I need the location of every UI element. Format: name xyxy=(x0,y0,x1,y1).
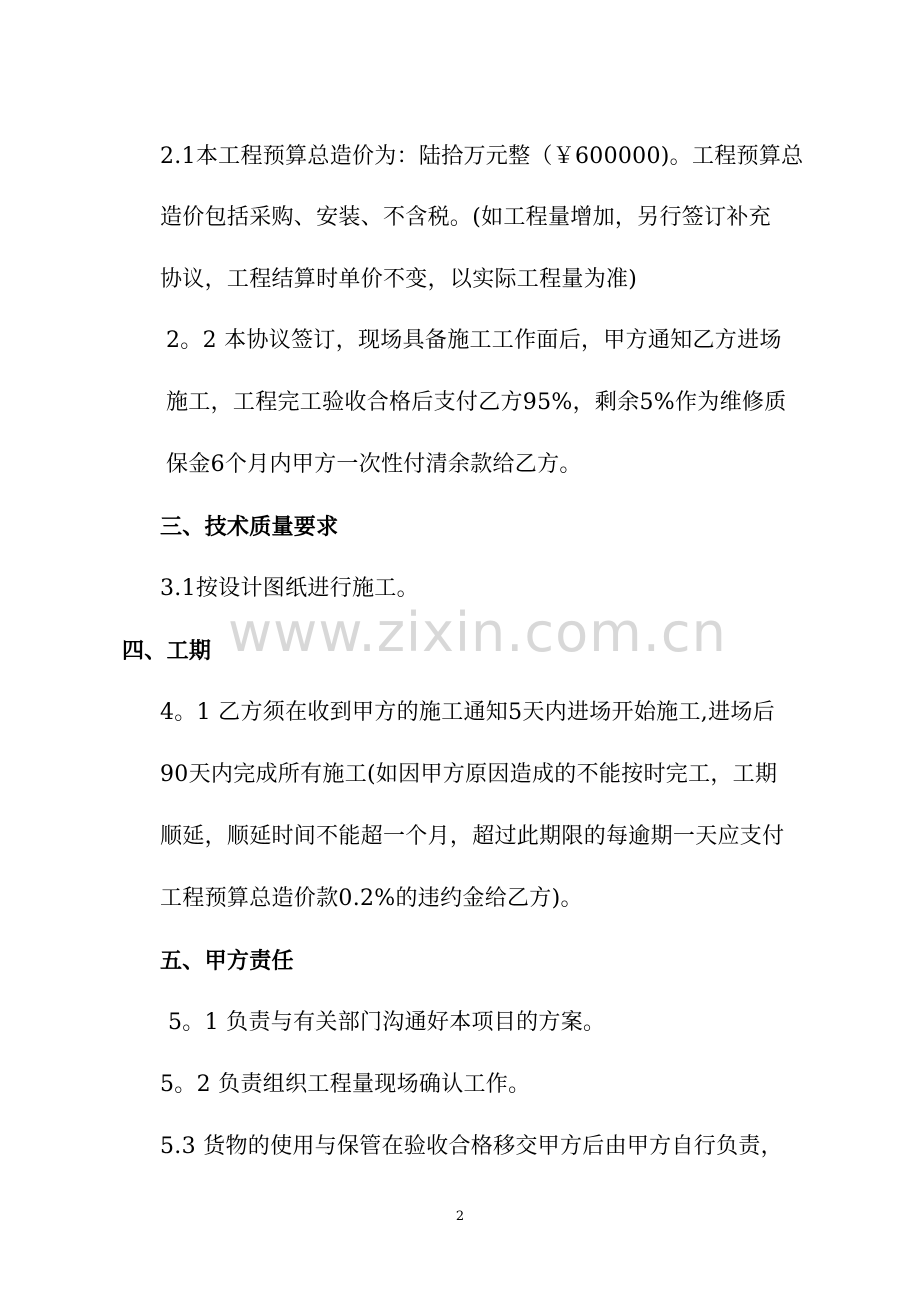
paragraph-4-1-line-4: 工程预算总造价款0.2%的违约金给乙方)。 xyxy=(160,886,583,911)
paragraph-5-3: 5.3 货物的使用与保管在验收合格移交甲方后由甲方自行负责， xyxy=(160,1134,783,1159)
paragraph-2-1-line-2: 造价包括采购、安装、不含税。(如工程量增加，另行签订补充 xyxy=(160,205,771,230)
paragraph-2-1-line-1: 2.1本工程预算总造价为：陆拾万元整（￥600000)。工程预算总 xyxy=(160,144,804,169)
paragraph-4-1-line-3: 顺延，顺延时间不能超一个月，超过此期限的每逾期一天应支付 xyxy=(160,824,785,849)
paragraph-5-2: 5。2 负责组织工程量现场确认工作。 xyxy=(160,1072,531,1097)
paragraph-4-1-line-2: 90天内完成所有施工(如因甲方原因造成的不能按时完工，工期 xyxy=(160,762,778,787)
paragraph-3-1: 3.1按设计图纸进行施工。 xyxy=(160,576,419,601)
paragraph-2-2-line-1: 2。2 本协议签订，现场具备施工工作面后，甲方通知乙方进场 xyxy=(166,328,782,353)
paragraph-4-1-line-1: 4。1 乙方须在收到甲方的施工通知5天内进场开始施工,进场后 xyxy=(160,700,775,725)
paragraph-2-2-line-2: 施工，工程完工验收合格后支付乙方95%，剩余5%作为维修质 xyxy=(166,390,787,415)
section-heading-3: 三、技术质量要求 xyxy=(160,514,339,540)
page-number: 2 xyxy=(455,1209,465,1224)
paragraph-5-1: 5。1 负责与有关部门沟通好本项目的方案。 xyxy=(168,1010,606,1035)
section-heading-4: 四、工期 xyxy=(122,638,212,664)
watermark-text: www.zixin.com.cn xyxy=(228,601,727,664)
section-heading-5: 五、甲方责任 xyxy=(160,948,294,974)
paragraph-2-2-line-3: 保金6个月内甲方一次性付清余款给乙方。 xyxy=(166,452,582,477)
paragraph-2-1-line-3: 协议，工程结算时单价不变，以实际工程量为准) xyxy=(160,267,638,292)
